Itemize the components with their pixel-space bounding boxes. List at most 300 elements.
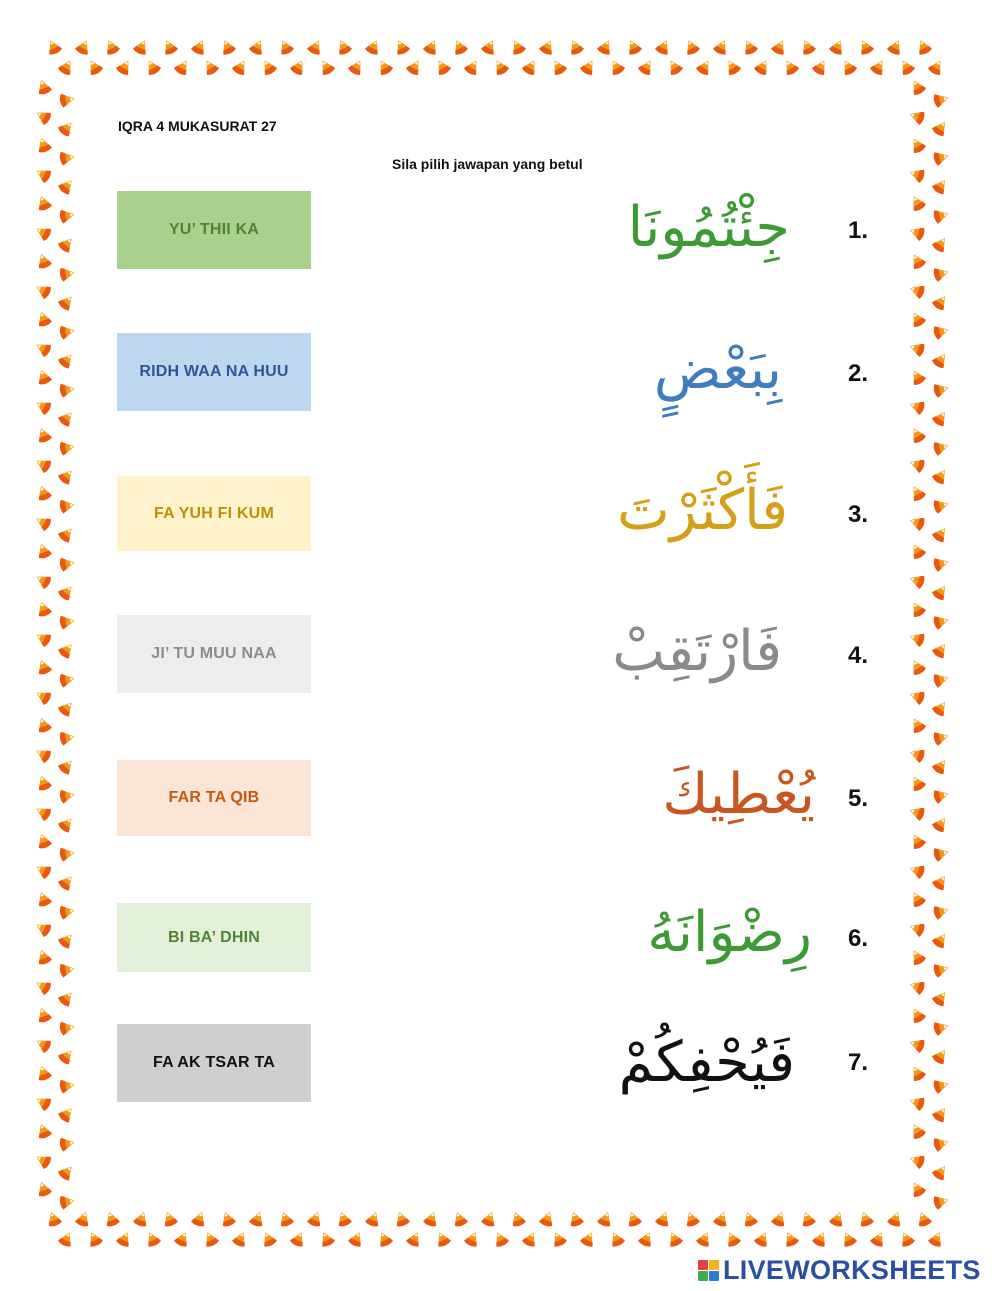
candy-corn-icon: [35, 774, 53, 792]
candy-corn-icon: [160, 38, 179, 57]
candy-corn-icon: [931, 756, 950, 775]
candy-corn-icon: [34, 745, 53, 764]
candy-corn-icon: [932, 613, 949, 630]
arabic-word-6: رِضْوَانَهُ: [647, 900, 812, 965]
candy-corn-icon: [908, 658, 927, 677]
candy-corn-icon: [828, 38, 847, 57]
candy-corn-icon: [908, 224, 926, 242]
candy-corn-icon: [364, 1210, 382, 1228]
candy-corn-icon: [59, 962, 75, 978]
candy-corn-icon: [231, 58, 250, 77]
candy-corn-icon: [908, 746, 926, 764]
candy-corn-icon: [908, 108, 926, 126]
instruction-text: Sila pilih jawapan yang betul: [392, 156, 583, 172]
candy-corn-icon: [57, 582, 77, 602]
candy-corn-icon: [190, 38, 209, 57]
candy-corn-icon: [908, 398, 926, 416]
candy-corn-icon: [932, 903, 949, 920]
candy-corn-icon: [35, 426, 53, 444]
candy-corn-icon: [932, 1019, 949, 1036]
candy-corn-icon: [931, 640, 950, 659]
candy-corn-icon: [932, 439, 949, 456]
question-number-7: 7.: [848, 1049, 869, 1076]
candy-corn-icon: [35, 1064, 53, 1082]
candy-corn-icon: [908, 426, 927, 445]
candy-corn-icon: [59, 498, 75, 514]
candy-corn-icon: [59, 788, 75, 804]
candy-corn-icon: [289, 58, 308, 77]
candy-corn-icon: [908, 340, 926, 358]
candy-corn-icon: [712, 38, 731, 57]
candy-corn-icon: [931, 1104, 950, 1123]
candy-corn-icon: [35, 1180, 53, 1198]
candy-corn-icon: [665, 58, 684, 77]
candy-corn-icon: [927, 58, 946, 77]
candy-corn-icon: [57, 814, 77, 834]
answer-box-4[interactable]: JI’ TU MUU NAA: [117, 615, 311, 693]
candy-corn-icon: [931, 1046, 950, 1065]
candy-corn-icon: [932, 323, 949, 340]
candy-corn-icon: [35, 368, 53, 386]
candy-corn-icon: [405, 58, 424, 77]
candy-corn-icon: [35, 136, 53, 154]
candy-corn-icon: [57, 1230, 76, 1249]
candy-corn-icon: [932, 497, 949, 514]
candy-corn-icon: [908, 572, 926, 590]
candy-corn-icon: [306, 1210, 324, 1228]
arabic-word-5: يُعْطِيكَ: [662, 762, 815, 827]
candy-corn-icon: [59, 846, 75, 862]
candy-corn-icon: [908, 282, 926, 300]
candy-corn-icon: [607, 58, 626, 77]
candy-corn-icon: [34, 977, 53, 996]
candy-corn-icon: [839, 58, 858, 77]
candy-corn-icon: [59, 1194, 75, 1210]
candy-corn-icon: [59, 382, 75, 398]
candy-corn-icon: [908, 600, 927, 619]
candy-corn-icon: [35, 890, 53, 908]
candy-corn-icon: [289, 1230, 308, 1249]
candy-corn-icon: [59, 614, 75, 630]
candy-corn-icon: [59, 730, 75, 746]
candy-corn-icon: [927, 1230, 946, 1249]
arabic-word-3: فَأَكْثَرْتَ: [616, 478, 788, 543]
question-number-3: 3.: [848, 501, 869, 528]
question-number-6: 6.: [848, 925, 869, 952]
candy-corn-icon: [931, 814, 950, 833]
candy-corn-icon: [908, 804, 926, 822]
logo-grid-icon: [698, 1260, 719, 1281]
candy-corn-icon: [567, 1210, 585, 1228]
candy-corn-icon: [34, 107, 53, 126]
candy-corn-icon: [869, 58, 888, 77]
candy-corn-icon: [102, 38, 121, 57]
candy-corn-icon: [811, 1230, 830, 1249]
candy-corn-icon: [85, 58, 104, 77]
candy-corn-icon: [45, 1210, 63, 1228]
candy-corn-icon: [85, 1230, 104, 1249]
candy-corn-icon: [566, 38, 585, 57]
candy-corn-icon: [35, 542, 53, 560]
candy-corn-icon: [480, 1210, 498, 1228]
candy-corn-icon: [57, 1104, 77, 1124]
candy-corn-icon: [231, 1230, 250, 1249]
candy-corn-icon: [932, 1193, 949, 1210]
candy-corn-icon: [34, 861, 53, 880]
candy-corn-icon: [931, 350, 950, 369]
candy-corn-icon: [931, 524, 950, 543]
candy-corn-icon: [932, 671, 949, 688]
candy-corn-icon: [869, 1230, 888, 1249]
candy-corn-icon: [932, 149, 949, 166]
candy-corn-icon: [34, 165, 53, 184]
candy-corn-icon: [931, 698, 950, 717]
arabic-word-2: بِبَعْضٍ: [653, 337, 782, 402]
candy-corn-icon: [538, 1210, 556, 1228]
candy-corn-icon: [908, 194, 927, 213]
candy-corn-icon: [799, 1210, 817, 1228]
candy-corn-icon: [35, 252, 53, 270]
candy-corn-icon: [57, 350, 77, 370]
candy-corn-icon: [828, 1210, 846, 1228]
candy-corn-icon: [57, 988, 77, 1008]
candy-corn-icon: [277, 1210, 295, 1228]
candy-corn-icon: [463, 58, 482, 77]
candy-corn-icon: [723, 1230, 742, 1249]
candy-corn-icon: [624, 38, 643, 57]
candy-corn-icon: [932, 845, 949, 862]
candy-corn-icon: [908, 1094, 926, 1112]
candy-corn-icon: [35, 948, 53, 966]
candy-corn-icon: [347, 58, 366, 77]
candy-corn-icon: [886, 38, 905, 57]
candy-corn-icon: [132, 1210, 150, 1228]
candy-corn-icon: [201, 1230, 220, 1249]
candy-corn-icon: [908, 890, 927, 909]
answer-box-5[interactable]: FAR TA QIB: [117, 760, 311, 836]
candy-corn-icon: [931, 234, 950, 253]
candy-corn-icon: [932, 729, 949, 746]
candy-corn-icon: [682, 38, 701, 57]
candy-corn-icon: [57, 1162, 77, 1182]
candy-corn-icon: [375, 58, 394, 77]
candy-corn-icon: [908, 1064, 927, 1083]
candy-corn-icon: [908, 542, 927, 561]
candy-corn-icon: [932, 381, 949, 398]
candy-corn-icon: [34, 281, 53, 300]
candy-corn-icon: [886, 1210, 904, 1228]
candy-corn-icon: [34, 1151, 53, 1170]
candy-corn-icon: [59, 208, 75, 224]
candy-corn-icon: [839, 1230, 858, 1249]
candy-corn-icon: [59, 440, 75, 456]
liveworksheets-logo[interactable]: [698, 1255, 981, 1286]
candy-corn-icon: [908, 1122, 927, 1141]
candy-corn-icon: [741, 1210, 759, 1228]
candy-corn-icon: [74, 38, 93, 57]
candy-corn-icon: [579, 1230, 598, 1249]
candy-corn-icon: [59, 556, 75, 572]
candy-corn-icon: [931, 582, 950, 601]
candy-corn-icon: [59, 324, 75, 340]
candy-corn-icon: [908, 862, 926, 880]
candy-corn-icon: [422, 38, 441, 57]
candy-corn-icon: [317, 1230, 336, 1249]
candy-corn-icon: [538, 38, 557, 57]
candy-corn-icon: [405, 1230, 424, 1249]
answer-box-1[interactable]: YU’ THII KA: [117, 191, 311, 269]
question-number-1: 1.: [848, 217, 869, 244]
candy-corn-icon: [34, 513, 53, 532]
candy-corn-icon: [931, 176, 950, 195]
candy-corn-icon: [857, 1210, 875, 1228]
candy-corn-icon: [35, 832, 53, 850]
candy-corn-icon: [393, 1210, 411, 1228]
candy-corn-icon: [34, 339, 53, 358]
candy-corn-icon: [59, 266, 75, 282]
candy-corn-icon: [59, 672, 75, 688]
candy-corn-icon: [908, 948, 927, 967]
candy-corn-icon: [781, 1230, 800, 1249]
candy-corn-icon: [218, 38, 237, 57]
question-number-2: 2.: [848, 360, 869, 387]
candy-corn-icon: [34, 919, 53, 938]
candy-corn-icon: [248, 38, 267, 57]
candy-corn-icon: [695, 58, 714, 77]
candy-corn-icon: [57, 1046, 77, 1066]
candy-corn-icon: [335, 1210, 353, 1228]
candy-corn-icon: [57, 930, 77, 950]
candy-corn-icon: [665, 1230, 684, 1249]
candy-corn-icon: [908, 1036, 926, 1054]
candy-corn-icon: [35, 194, 53, 212]
candy-corn-icon: [35, 310, 53, 328]
candy-corn-icon: [908, 1180, 927, 1199]
candy-corn-icon: [74, 1210, 92, 1228]
answer-box-2[interactable]: RIDH WAA NA HUU: [117, 333, 311, 411]
candy-corn-icon: [654, 1210, 672, 1228]
candy-corn-icon: [908, 1152, 926, 1170]
candy-corn-icon: [34, 803, 53, 822]
candy-corn-icon: [161, 1210, 179, 1228]
candy-corn-icon: [908, 920, 926, 938]
candy-corn-icon: [219, 1210, 237, 1228]
candy-corn-icon: [914, 38, 933, 57]
candy-corn-icon: [173, 58, 192, 77]
candy-corn-icon: [35, 658, 53, 676]
candy-corn-icon: [103, 1210, 121, 1228]
candy-corn-icon: [392, 38, 411, 57]
candy-corn-icon: [549, 1230, 568, 1249]
candy-corn-icon: [57, 466, 77, 486]
candy-corn-icon: [433, 58, 452, 77]
candy-corn-icon: [908, 688, 926, 706]
candy-corn-icon: [770, 38, 789, 57]
candy-corn-icon: [34, 1093, 53, 1112]
candy-corn-icon: [908, 484, 927, 503]
candy-corn-icon: [35, 484, 53, 502]
candy-corn-icon: [375, 1230, 394, 1249]
candy-corn-icon: [908, 716, 927, 735]
question-number-5: 5.: [848, 785, 869, 812]
candy-corn-icon: [607, 1230, 626, 1249]
candy-corn-icon: [480, 38, 499, 57]
candy-corn-icon: [683, 1210, 701, 1228]
candy-corn-icon: [59, 92, 75, 108]
candy-corn-icon: [35, 78, 53, 96]
candy-corn-icon: [654, 38, 673, 57]
candy-corn-icon: [932, 1077, 949, 1094]
candy-corn-icon: [908, 630, 926, 648]
candy-corn-icon: [59, 150, 75, 166]
candy-corn-icon: [723, 58, 742, 77]
candy-corn-icon: [932, 555, 949, 572]
arabic-word-4: فَارْتَقِبْ: [612, 619, 782, 684]
candy-corn-icon: [932, 787, 949, 804]
candy-corn-icon: [422, 1210, 440, 1228]
candy-corn-icon: [931, 118, 950, 137]
candy-corn-icon: [908, 78, 927, 97]
candy-corn-icon: [34, 571, 53, 590]
candy-corn-icon: [811, 58, 830, 77]
candy-corn-icon: [908, 978, 926, 996]
candy-corn-icon: [908, 310, 927, 329]
candy-corn-icon: [932, 1135, 949, 1152]
candy-corn-icon: [259, 58, 278, 77]
candy-corn-icon: [59, 904, 75, 920]
candy-corn-icon: [364, 38, 383, 57]
candy-corn-icon: [57, 524, 77, 544]
candy-corn-icon: [34, 687, 53, 706]
candy-corn-icon: [132, 38, 151, 57]
candy-corn-icon: [57, 292, 77, 312]
candy-corn-icon: [463, 1230, 482, 1249]
candy-corn-icon: [143, 58, 162, 77]
candy-corn-icon: [57, 176, 77, 196]
candy-corn-icon: [173, 1230, 192, 1249]
candy-corn-icon: [781, 58, 800, 77]
answer-box-7[interactable]: FA AK TSAR TA: [117, 1024, 311, 1102]
logo-text: LIVEWORKSHEETS: [723, 1255, 981, 1285]
candy-corn-icon: [908, 136, 927, 155]
candy-corn-icon: [579, 58, 598, 77]
candy-corn-icon: [248, 1210, 266, 1228]
candy-corn-icon: [57, 640, 77, 660]
candy-corn-icon: [798, 38, 817, 57]
candy-corn-icon: [740, 38, 759, 57]
candy-corn-icon: [549, 58, 568, 77]
candy-corn-icon: [347, 1230, 366, 1249]
candy-corn-icon: [34, 223, 53, 242]
candy-corn-icon: [491, 1230, 510, 1249]
candy-corn-icon: [35, 716, 53, 734]
candy-corn-icon: [908, 368, 927, 387]
candy-corn-icon: [931, 872, 950, 891]
arabic-word-7: فَيُحْفِكُمْ: [618, 1030, 795, 1095]
candy-corn-icon: [143, 1230, 162, 1249]
candy-corn-icon: [908, 514, 926, 532]
candy-corn-icon: [521, 58, 540, 77]
candy-corn-icon: [44, 38, 63, 57]
candy-corn-icon: [915, 1210, 933, 1228]
candy-corn-icon: [856, 38, 875, 57]
candy-corn-icon: [306, 38, 325, 57]
candy-corn-icon: [596, 38, 615, 57]
candy-corn-icon: [57, 872, 77, 892]
question-number-4: 4.: [848, 642, 869, 669]
candy-corn-icon: [115, 58, 134, 77]
candy-corn-icon: [932, 961, 949, 978]
candy-corn-icon: [57, 58, 76, 77]
candy-corn-icon: [931, 1162, 950, 1181]
candy-corn-icon: [450, 38, 469, 57]
candy-corn-icon: [625, 1210, 643, 1228]
candy-corn-icon: [770, 1210, 788, 1228]
candy-corn-icon: [931, 408, 950, 427]
candy-corn-icon: [932, 91, 949, 108]
candy-corn-icon: [932, 265, 949, 282]
candy-corn-icon: [491, 58, 510, 77]
candy-corn-icon: [57, 118, 77, 138]
answer-box-6[interactable]: BI BA’ DHIN: [117, 903, 311, 972]
candy-corn-icon: [753, 1230, 772, 1249]
candy-corn-icon: [59, 1078, 75, 1094]
candy-corn-icon: [908, 252, 927, 271]
answer-box-3[interactable]: FA YUH FI KUM: [117, 476, 311, 551]
candy-corn-icon: [695, 1230, 714, 1249]
candy-corn-icon: [908, 774, 927, 793]
arabic-word-1: جِئْتُمُونَا: [627, 195, 790, 260]
candy-corn-icon: [34, 397, 53, 416]
candy-corn-icon: [115, 1230, 134, 1249]
candy-corn-icon: [57, 756, 77, 776]
candy-corn-icon: [59, 1136, 75, 1152]
candy-corn-icon: [34, 629, 53, 648]
candy-corn-icon: [637, 58, 656, 77]
candy-corn-icon: [57, 234, 77, 254]
candy-corn-icon: [201, 58, 220, 77]
candy-corn-icon: [334, 38, 353, 57]
candy-corn-icon: [596, 1210, 614, 1228]
candy-corn-icon: [190, 1210, 208, 1228]
candy-corn-icon: [35, 600, 53, 618]
candy-corn-icon: [509, 1210, 527, 1228]
candy-corn-icon: [317, 58, 336, 77]
candy-corn-icon: [931, 466, 950, 485]
candy-corn-icon: [931, 930, 950, 949]
candy-corn-icon: [433, 1230, 452, 1249]
candy-corn-icon: [59, 1020, 75, 1036]
candy-corn-icon: [908, 1006, 927, 1025]
candy-corn-icon: [521, 1230, 540, 1249]
candy-corn-icon: [908, 832, 927, 851]
candy-corn-icon: [712, 1210, 730, 1228]
candy-corn-icon: [908, 166, 926, 184]
candy-corn-icon: [35, 1006, 53, 1024]
page-title: IQRA 4 MUKASURAT 27: [118, 118, 277, 134]
candy-corn-icon: [931, 988, 950, 1007]
candy-corn-icon: [897, 1230, 916, 1249]
candy-corn-icon: [276, 38, 295, 57]
candy-corn-icon: [637, 1230, 656, 1249]
candy-corn-icon: [753, 58, 772, 77]
candy-corn-icon: [35, 1122, 53, 1140]
candy-corn-icon: [908, 456, 926, 474]
candy-corn-icon: [259, 1230, 278, 1249]
candy-corn-icon: [451, 1210, 469, 1228]
candy-corn-icon: [57, 698, 77, 718]
candy-corn-icon: [34, 1035, 53, 1054]
